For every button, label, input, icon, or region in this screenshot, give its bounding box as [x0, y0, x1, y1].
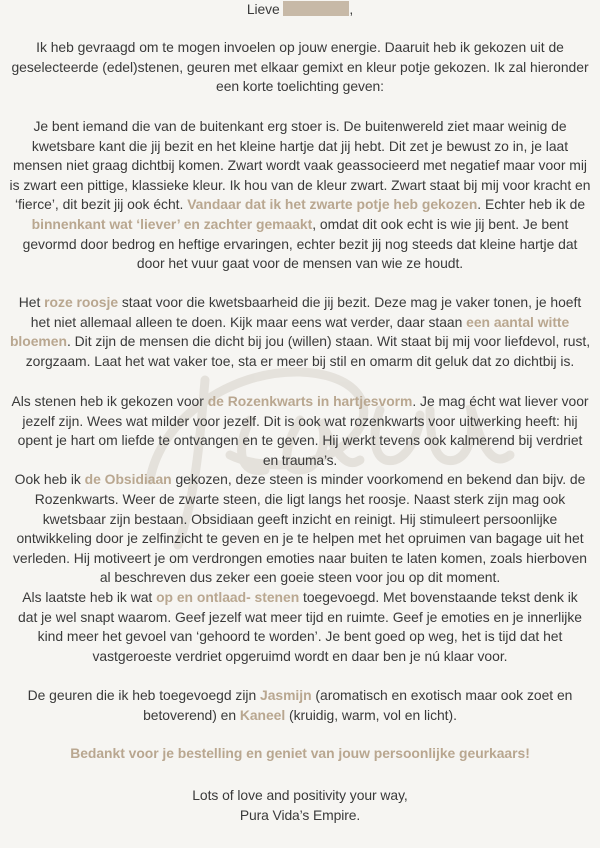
- para3-line: al beschreven dus zeker een goeie steen voor jou op dit moment.: [99, 569, 501, 586]
- text: betoverend) en: [143, 706, 240, 723]
- para1-line: door het vuur gaat voor de mensen van wie ze houdt.: [136, 255, 464, 272]
- para3-line: [0, 588, 600, 608]
- intro-paragraph: [0, 38, 600, 97]
- text: . Echter heb ik de: [477, 196, 586, 213]
- para4-line: [0, 686, 600, 706]
- para2-line: [0, 293, 600, 313]
- para1-line: [0, 195, 600, 215]
- text: staat voor die kwetsbaarheid die jij bezit. Deze mag je vaker tonen, je hoeft: [118, 294, 582, 310]
- highlight-jasmine: Jasmijn: [260, 687, 312, 703]
- para1-line: Je bent iemand die van de buitenkant erg stoer is. De buitenwereld ziet maar weinig de: [33, 118, 567, 134]
- para4-line: [0, 706, 600, 726]
- greeting-suffix: ,: [349, 1, 354, 17]
- highlight-white-flowers: een aantal witte: [466, 313, 570, 330]
- para3-line: kwetsbaar zijn bestaan. Obsidiaan geeft inzicht en reinigt. Hij stimuleert persoonlijke: [42, 510, 558, 527]
- text: gekozen, deze steen is minder voorkomend en bekend dan bijv. de: [171, 471, 586, 488]
- highlight-flowers: bloemen: [9, 333, 67, 350]
- text: Ook heb ik: [14, 471, 85, 488]
- highlight-pink-rose: roze roosje: [44, 294, 119, 310]
- text: . Dit zijn de mensen die dicht bij jou (willen) staan. Wit staat bij mij voor liefdevol, rust,: [66, 333, 591, 350]
- closing-signature: Pura Vida’s Empire.: [239, 806, 361, 823]
- intro-line: Ik heb gevraagd om te mogen invoelen op jouw energie. Daaruit heb ik gekozen uit de: [36, 39, 564, 55]
- para3-line: vastgeroeste verdriet opgeruimd wordt en daar ben je nú klaar voor.: [92, 647, 508, 664]
- highlight-rose-quartz: de Rozenkwarts in hartjesvorm: [207, 393, 413, 409]
- highlight-obsidian: de Obsidiaan: [84, 471, 172, 488]
- greeting-prefix: Lieve: [246, 1, 280, 17]
- para3-line: Rozenkwarts. Weer de zwarte steen, die ligt langs het roosje. Naast sterk zijn mag ook: [34, 490, 566, 507]
- paragraph-rose: [0, 293, 600, 371]
- para1-line: [0, 215, 600, 235]
- para3-line: [0, 470, 600, 490]
- paragraph-scents: [0, 686, 600, 725]
- para3-line: verleden. Hij motiveert je om verdrongen emoties naar buiten te laten komen, zoals hierboven: [12, 549, 587, 566]
- highlight-cinnamon: Kaneel: [239, 706, 286, 723]
- highlight-inner-softer: binnenkant wat ‘liever’ en zachter gemaakt: [31, 215, 313, 232]
- text: (aromatisch en exotisch maar ook zoet en: [311, 687, 573, 703]
- text: Het: [18, 294, 45, 310]
- text: ‘fierce’, dit bezit jij ook écht.: [14, 196, 188, 213]
- closing-line: Lots of love and positivity your way,: [192, 787, 408, 803]
- para3-line: ontwikkeling door je zelfinzicht te geven en je te helpen met het opruimen van bagage uit het: [16, 530, 584, 547]
- text: het niet allemaal alleen te doen. Kijk maar eens wat verder, daar staan: [30, 313, 467, 330]
- para1-line: kwetsbare kant die jij bezit en het kleine hartje dat jij hebt. Dit zet je bewust zo in, je laat: [31, 137, 569, 154]
- paragraph-black-jar: [0, 117, 600, 274]
- para3-line: jezelf zijn. Wees wat milder voor jezelf. Dit is ook wat rozenkwarts voor uitwerking heeft: hij: [22, 412, 578, 429]
- highlight-charge-stones: op en ontlaad- stenen: [156, 588, 300, 605]
- para3-line: opent je hart om liefde te ontvangen en te geven. Hij werkt tevens ook kalmerend bij verdriet: [17, 432, 583, 449]
- text: Als laatste heb ik wat: [22, 588, 157, 605]
- para3-line: en trauma’s.: [262, 451, 338, 468]
- redacted-name: [283, 1, 349, 16]
- para3-line: [0, 392, 600, 412]
- text: , omdat dit ook echt is wie jij bent. Je bent: [312, 215, 569, 232]
- para2-line: [0, 313, 600, 333]
- intro-line: een korte toelichting geven:: [216, 78, 384, 95]
- para1-line: mensen niet graag dichtbij komen. Zwart wordt vaak geassocieerd met negatief maar voor mij: [13, 157, 587, 174]
- greeting: [0, 0, 600, 20]
- text: toegevoegd. Met bovenstaande tekst denk ik: [299, 588, 578, 605]
- para3-line: dat je wel snapt waarom. Geef jezelf wat meer tijd en ruimte. Geef je emoties en je innerlijke: [18, 608, 582, 625]
- para1-line: is zwart een pittige, klassieke kleur. Ik hou van de kleur zwart. Zwart staat bij mij voor kracht en: [9, 176, 591, 193]
- para2-line: zorgzaam. Laat het wat vaker toe, sta er meer bij stil en omarm dit geluk dat zo dichtbij is.: [25, 352, 575, 369]
- paragraph-stones: [0, 392, 600, 666]
- thanks-message: Bedankt voor je bestelling en geniet van jouw persoonlijke geurkaars!: [70, 745, 530, 761]
- text: De geuren die ik heb toegevoegd zijn: [27, 687, 260, 703]
- text: (kruidig, warm, vol en licht).: [285, 706, 457, 723]
- para1-line: gevormd door bedrog en heftige ervaringen, echter bezit jij nog steeds dat kleine hartje dat: [22, 235, 578, 252]
- text: Als stenen heb ik gekozen voor: [11, 393, 208, 409]
- closing: [0, 786, 600, 825]
- text: . Je mag écht wat liever voor: [412, 393, 589, 409]
- intro-line: geselecteerde (edel)stenen, geuren met elkaar gemixt en kleur potje gekozen. Ik zal hieronder: [11, 58, 589, 75]
- para2-line: [0, 332, 600, 352]
- para3-line: kind meer het gevoel van ‘gehoord te worden’. Je bent goed op weg, het is tijd dat het: [37, 628, 563, 645]
- highlight-black-jar: Vandaar dat ik het zwarte potje heb gekozen: [187, 196, 478, 213]
